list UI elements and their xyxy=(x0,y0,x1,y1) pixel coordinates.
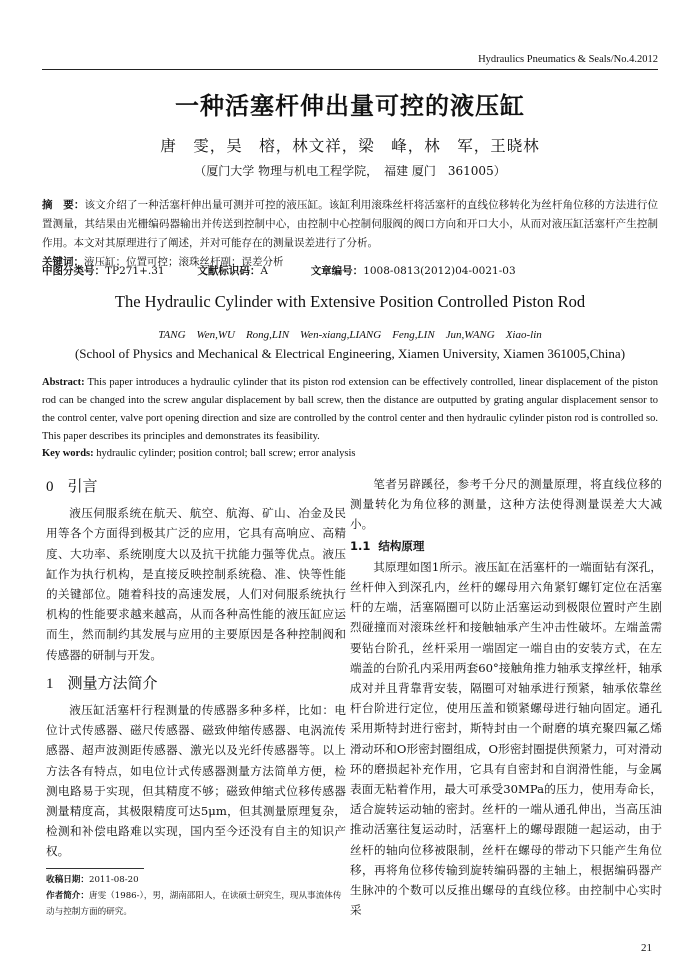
abstract-cn xyxy=(42,196,658,272)
paragraph-intro: 液压伺服系统在航天、航空、航海、矿山、冶金及民用等各个方面得到极其广泛的应用，它具有高响应、高精度、大功率、系统刚度大以及抗干扰能力强等优点。液压缸作为执行机构，是直接反映控制系统稳、准、快等性能的关键部位。随着科技的高速发展，人们对伺服系统执行机构的性能要求越来越高，从而各种高性能的液压缸应运而生，然而制约其发展与应用的主要原因是各种控制阀和传感器的研制与开发。 xyxy=(46,506,346,662)
abstract-cn-text: 该文介绍了一种活塞杆伸出量可测并可控的液压缸。该缸利用滚珠丝杆将活塞杆的直线位移转化为丝杆角位移的方法进行位置测量，其结果由光栅编码器输出并传送到控制中心，由控制中心控制伺服阀的阀口方向和开口大小，从而对液压缸活塞杆产生控制作用。本文对其原理进行了阐述，并对可能存在的测量误差进行了分析。 xyxy=(42,199,659,249)
received-label: 收稿日期： xyxy=(46,875,89,885)
section-number: 0 xyxy=(46,479,54,495)
affiliation-cn: （厦门大学 物理与机电工程学院， 福建 厦门 361005） xyxy=(194,164,506,178)
keywords-en-label: Key words: xyxy=(42,448,94,459)
abstract-cn-label: 摘 要： xyxy=(42,199,85,211)
abstract-en xyxy=(42,374,658,446)
abstract-en-text: This paper introduces a hydraulic cylinder that its piston rod extension can be effectively controlled, linear displacement of the piston rod can be changed into the screw angular displacement by ball screw, then the distance are outputted by grating angular displacement sensor to the control center, valve port opening direction and size are controlled by the control center and then hydraulic cylinder piston rod is controlled so. This paper describes its principles and demonstrates its feasibility. xyxy=(42,377,658,442)
authors-en: TANG Wen,WU Rong,LIN Wen-xiang,LIANG Feng,LIN Jun,WANG Xiao-lin xyxy=(158,329,542,341)
keywords-en xyxy=(42,448,658,459)
keywords-cn-label: 关键词： xyxy=(42,256,84,268)
right-column xyxy=(350,474,662,920)
keywords-cn-text: 液压缸；位置可控；滚珠丝杆副；误差分析 xyxy=(84,256,284,268)
doc-code-label: 文献标识码： xyxy=(197,265,261,277)
paper-title-en: The Hydraulic Cylinder with Extensive Position Controlled Piston Rod xyxy=(114,292,586,311)
paragraph-approach: 笔者另辟蹊径，参考千分尺的测量原理，将直线位移的测量转化为角位移的测量，这种方法使得测量误差大大减小。 xyxy=(350,477,662,532)
article-no-value: 1008-0813(2012)04-0021-03 xyxy=(363,265,516,277)
section-number: 1 xyxy=(46,675,54,692)
paper-title-cn: 一种活塞杆伸出量可控的液压缸 xyxy=(175,92,525,120)
section-title: 测量方法简介 xyxy=(67,673,158,692)
authors-cn: 唐 雯，吴 榕，林文祥，梁 峰，林 军，王晓林 xyxy=(160,137,540,155)
received-date: 2011-08-20 xyxy=(88,875,139,885)
classification-row xyxy=(42,262,658,281)
article-no-label: 文章编号： xyxy=(310,265,364,277)
section-heading-1 xyxy=(46,673,346,694)
left-column xyxy=(46,474,346,862)
page-number: 21 xyxy=(641,942,652,954)
running-head: Hydraulics Pneumatics & Seals/No.4.2012 xyxy=(42,52,658,70)
footnote-divider xyxy=(46,868,144,869)
subsection-heading-1-1 xyxy=(350,536,662,556)
paragraph-structure: 其原理如图1所示。液压缸在活塞杆的一端面钻有深孔，丝杆伸入到深孔内，丝杆的螺母用六角紧钉螺钉定位在活塞杆的左端，活塞隔圈可以防止活塞运动到极限位置时产生剧烈碰撞而对滚珠丝杆和接触轴承产生冲击性破坏。左端盖需要钻台阶孔，丝杆采用一端固定一端自由的安装方式，在左端盖的台阶孔内采用两套60°接触角推力轴承支撑丝杆，轴承成对并且背靠背安装，隔圈可对轴承进行预紧，轴承依靠丝杆台阶进行定位，使用压盖和锁紧螺母进行轴向固定。通孔采用斯特封进行密封，斯特封由一个耐磨的填充聚四氟乙烯滑动环和O形密封圈组成，O形密封圈提供预紧力，可对滑动环的磨损起补充作用，它具有自密封和自润滑性能，与金属表面无粘着作用，最大可承受30MPa的压力，使用寿命长，适合旋转运动轴的密封。丝杆的一端从通孔伸出，当高压油推动活塞往复运动时，活塞杆上的螺母跟随一起运动，由于丝杆的轴向位移被限制，丝杆在螺母的带动下只能产生角位移，再将角位移传输到旋转编码器的主轴上，根据编码器产生脉冲的个数可以反推出螺母的直线位移。由控制中心实时采 xyxy=(350,559,662,918)
author-bio: 唐雯（1986-），男，湖南邵阳人，在读硕士研究生，现从事流体传动与控制方面的研究。 xyxy=(46,891,342,917)
section-title: 引言 xyxy=(67,477,98,495)
footnotes xyxy=(46,872,346,920)
abstract-en-label: Abstract: xyxy=(42,377,85,388)
bio-label: 作者简介： xyxy=(46,891,89,901)
doc-code-value: A xyxy=(260,265,268,277)
subsection-title: 结构原理 xyxy=(378,538,425,553)
clc-label: 中图分类号： xyxy=(42,265,105,277)
clc-value: TP271+.31 xyxy=(105,265,165,277)
paragraph-methods: 液压缸活塞杆行程测量的传感器多种多样，比如：电位计式传感器、磁尺传感器、磁致伸缩传感器、电涡流传感器、超声波测距传感器、激光以及光纤传感器等。以上方法各有特点，如电位计式传感器测量方法简单方便，检测电路易于实现，但其精度不够；磁致伸缩式位移传感器测量精度高，其极限精度可达5μm，但其测量原理复杂，检测和补偿电路难以实现，国内至今还没有自主的知识产权。 xyxy=(46,703,346,859)
subsection-number: 1.1 xyxy=(350,538,371,553)
affiliation-en: (School of Physics and Mechanical & Electrical Engineering, Xiamen University, Xiamen 361005,China) xyxy=(74,346,626,361)
keywords-en-text: hydraulic cylinder; position control; ball screw; error analysis xyxy=(93,448,356,459)
section-heading-0 xyxy=(46,476,346,497)
